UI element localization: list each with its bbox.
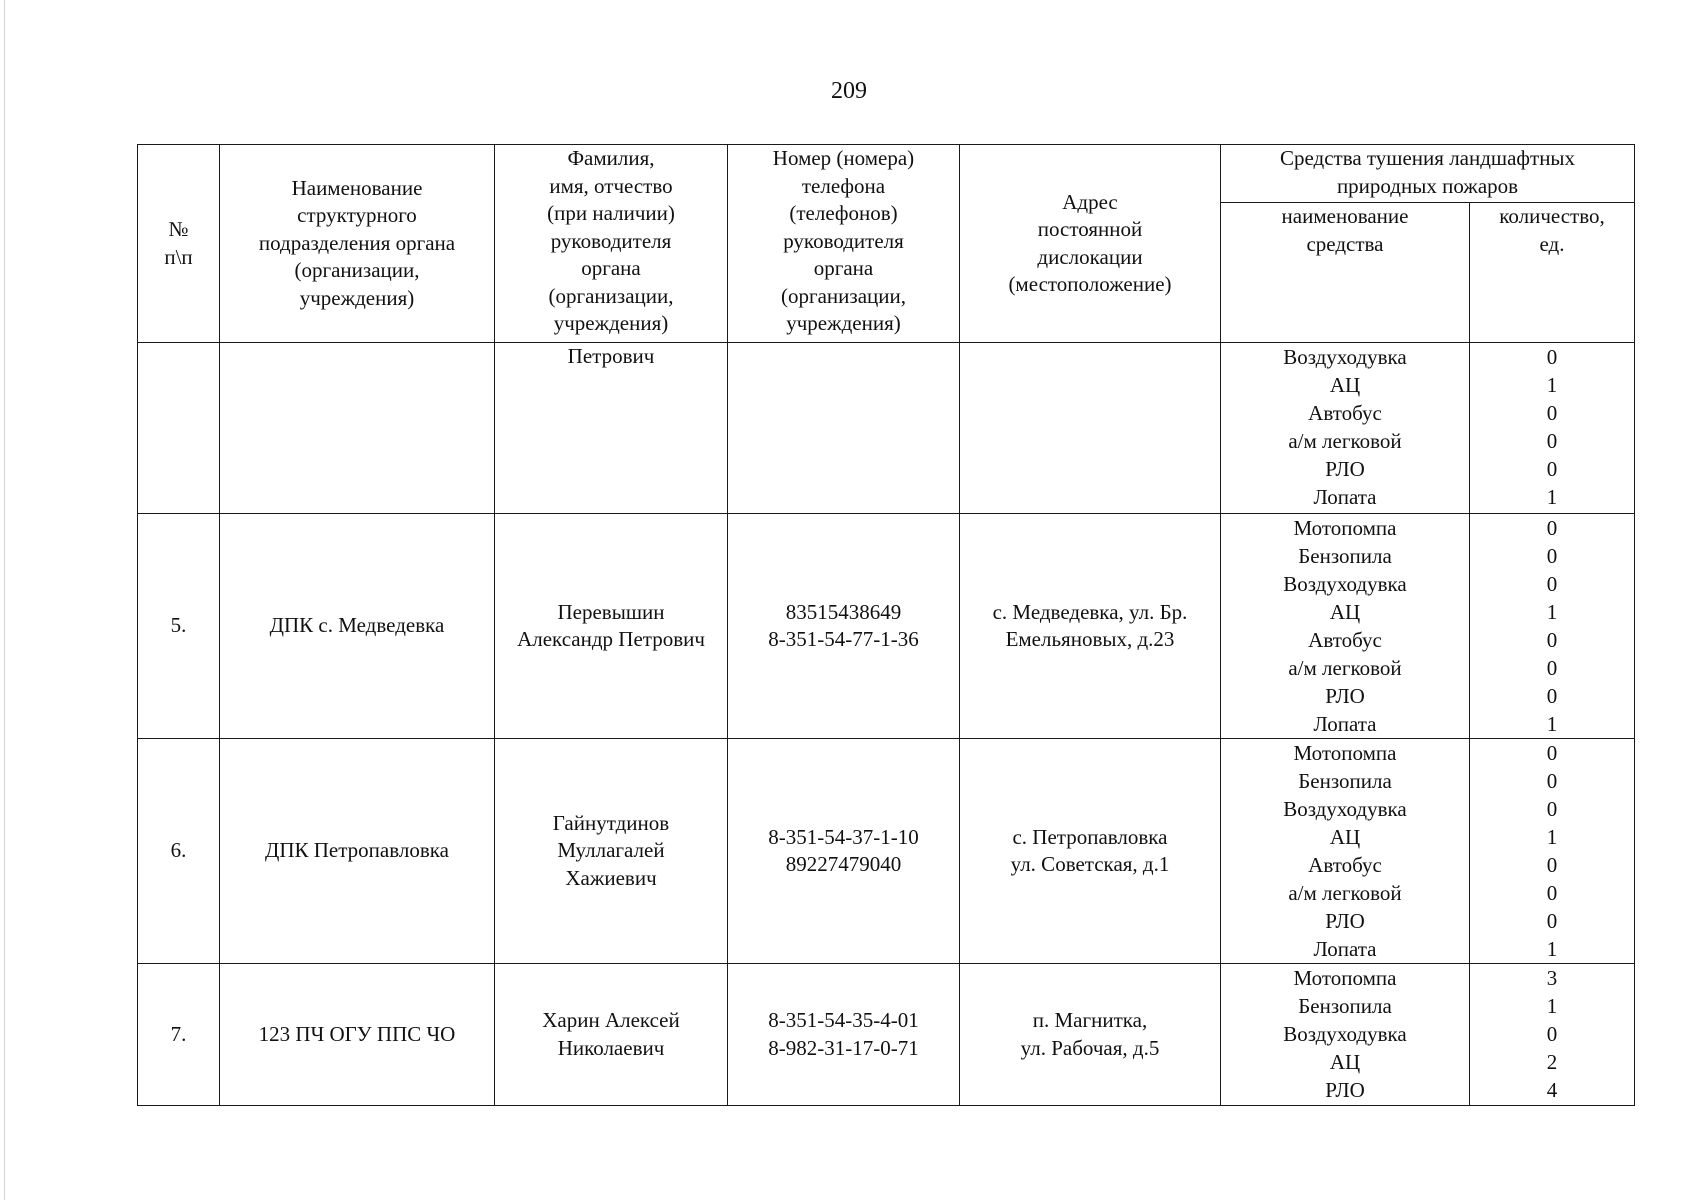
row-address	[960, 343, 1221, 514]
equipment-item: РЛО	[1325, 457, 1365, 481]
equipment-item: Автобус	[1308, 628, 1382, 652]
equipment-item: АЦ	[1329, 373, 1361, 397]
quantity-list	[1470, 964, 1635, 1106]
quantity-item: 0	[1546, 853, 1558, 877]
row-name: 123 ПЧ ОГУ ППС ЧО	[220, 964, 495, 1106]
quantity-item: 0	[1546, 429, 1558, 453]
scan-edge-line	[4, 0, 5, 1200]
quantity-item: 1	[1546, 825, 1558, 849]
quantity-item: 0	[1546, 684, 1558, 708]
page-number: 209	[831, 78, 867, 104]
row-address: п. Магнитка, ул. Рабочая, д.5	[960, 964, 1221, 1106]
table-header	[138, 145, 1635, 343]
row-name	[220, 343, 495, 514]
header-means-name: наименование средства	[1221, 203, 1470, 343]
equipment-item: а/м легковой	[1288, 429, 1402, 453]
quantity-item: 1	[1546, 600, 1558, 624]
row-phone: 8-351-54-35-4-01 8-982-31-17-0-71	[728, 964, 960, 1106]
equipment-item: Мотопомпа	[1293, 516, 1397, 540]
quantity-item: 0	[1546, 1022, 1558, 1046]
header-address: Адрес постоянной дислокации (местоположение)	[960, 145, 1221, 343]
row-name: ДПК с. Медведевка	[220, 514, 495, 739]
equipment-item: Лопата	[1313, 712, 1377, 736]
equipment-item: АЦ	[1329, 600, 1361, 624]
equipment-list	[1221, 739, 1470, 964]
row-head: Гайнутдинов Муллагалей Хажиевич	[495, 739, 728, 964]
equipment-item: РЛО	[1325, 684, 1365, 708]
table-row	[138, 343, 1635, 514]
header-means-group: Средства тушения ландшафтных природных пожаров	[1221, 145, 1635, 203]
quantity-item: 3	[1546, 966, 1558, 990]
row-phone: 83515438649 8-351-54-77-1-36	[728, 514, 960, 739]
quantity-item: 1	[1546, 485, 1558, 509]
table-row	[138, 514, 1635, 739]
row-phone	[728, 343, 960, 514]
quantity-item: 0	[1546, 401, 1558, 425]
quantity-item: 2	[1546, 1050, 1558, 1074]
row-num	[138, 343, 220, 514]
quantity-item: 0	[1546, 572, 1558, 596]
quantity-item: 0	[1546, 797, 1558, 821]
equipment-item: Бензопила	[1298, 994, 1392, 1018]
equipment-item: РЛО	[1325, 909, 1365, 933]
equipment-item: а/м легковой	[1288, 881, 1402, 905]
equipment-list	[1221, 343, 1470, 514]
quantity-item: 4	[1546, 1078, 1558, 1102]
equipment-item: Бензопила	[1298, 769, 1392, 793]
equipment-item: АЦ	[1329, 1050, 1361, 1074]
header-means-qty: количество, ед.	[1470, 203, 1635, 343]
quantity-item: 0	[1546, 544, 1558, 568]
header-num: № п\п	[138, 145, 220, 343]
quantity-item: 0	[1546, 345, 1558, 369]
row-phone: 8-351-54-37-1-10 89227479040	[728, 739, 960, 964]
quantity-item: 0	[1546, 628, 1558, 652]
row-head: Перевышин Александр Петрович	[495, 514, 728, 739]
quantity-list	[1470, 343, 1635, 514]
row-num: 6.	[138, 739, 220, 964]
equipment-item: АЦ	[1329, 825, 1361, 849]
table-row	[138, 964, 1635, 1106]
row-address: с. Петропавловка ул. Советская, д.1	[960, 739, 1221, 964]
equipment-list	[1221, 514, 1470, 739]
equipment-item: РЛО	[1325, 1078, 1365, 1102]
equipment-item: Мотопомпа	[1293, 741, 1397, 765]
quantity-item: 0	[1546, 881, 1558, 905]
row-head: Петрович	[495, 343, 728, 514]
equipment-item: а/м легковой	[1288, 656, 1402, 680]
fire-means-table	[137, 144, 1635, 1106]
quantity-list	[1470, 514, 1635, 739]
header-name: Наименование структурного подразделения органа (организации, учреждения)	[220, 145, 495, 343]
quantity-item: 1	[1546, 712, 1558, 736]
header-phone: Номер (номера) телефона (телефонов) руководителя органа (организации, учреждения)	[728, 145, 960, 343]
quantity-item: 1	[1546, 373, 1558, 397]
quantity-item: 1	[1546, 994, 1558, 1018]
equipment-item: Воздуходувка	[1283, 345, 1407, 369]
equipment-item: Воздуходувка	[1283, 572, 1407, 596]
quantity-item: 0	[1546, 656, 1558, 680]
row-head: Харин Алексей Николаевич	[495, 964, 728, 1106]
quantity-item: 0	[1546, 909, 1558, 933]
equipment-item: Бензопила	[1298, 544, 1392, 568]
quantity-item: 0	[1546, 516, 1558, 540]
quantity-item: 0	[1546, 741, 1558, 765]
equipment-list	[1221, 964, 1470, 1106]
equipment-item: Автобус	[1308, 853, 1382, 877]
row-name: ДПК Петропавловка	[220, 739, 495, 964]
quantity-item: 0	[1546, 769, 1558, 793]
equipment-item: Лопата	[1313, 485, 1377, 509]
equipment-item: Воздуходувка	[1283, 1022, 1407, 1046]
equipment-item: Автобус	[1308, 401, 1382, 425]
row-num: 5.	[138, 514, 220, 739]
quantity-item: 1	[1546, 937, 1558, 961]
header-head: Фамилия, имя, отчество (при наличии) руководителя органа (организации, учреждения)	[495, 145, 728, 343]
row-address: с. Медведевка, ул. Бр. Емельяновых, д.23	[960, 514, 1221, 739]
table-row	[138, 739, 1635, 964]
equipment-item: Лопата	[1313, 937, 1377, 961]
row-num: 7.	[138, 964, 220, 1106]
quantity-list	[1470, 739, 1635, 964]
quantity-item: 0	[1546, 457, 1558, 481]
equipment-item: Мотопомпа	[1293, 966, 1397, 990]
equipment-item: Воздуходувка	[1283, 797, 1407, 821]
